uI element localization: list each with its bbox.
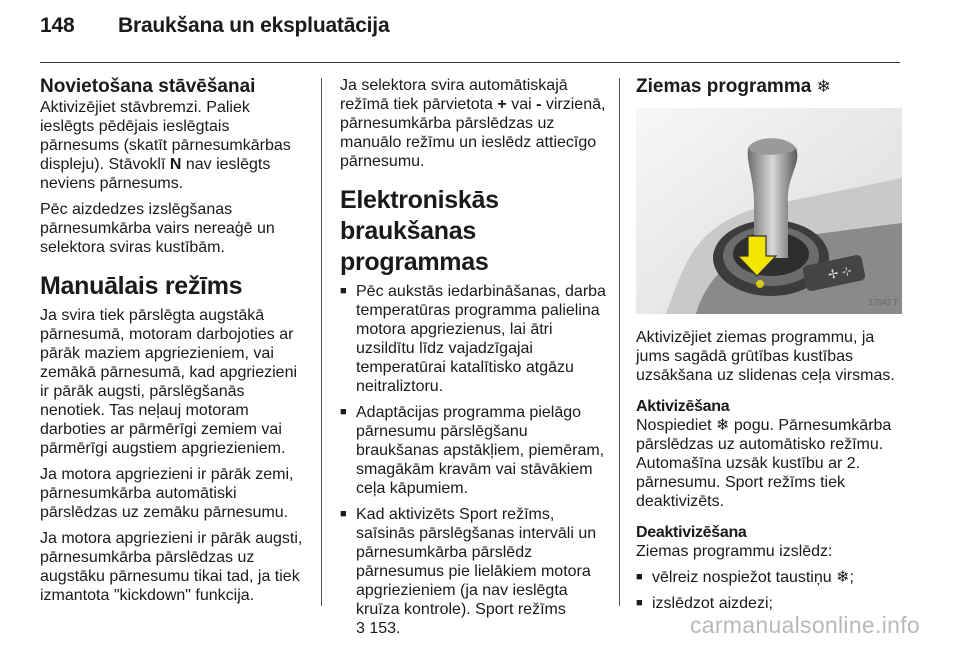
- activation-text-b: pogu. Pārnesumkārba pārslēdzas uz automātisko režīmu. Automašīna uzsāk kustību ar 2. pārnesumu. Sport režīms tiek deaktivizēts.: [636, 417, 892, 510]
- watermark: carmanualsonline.info: [689, 612, 920, 638]
- activation-heading: Aktivizēšana: [636, 398, 730, 415]
- deactivation-list: [636, 568, 906, 613]
- chapter-title: Braukšana un ekspluatācija: [118, 14, 390, 37]
- manual-paragraph-2: Ja motora apgriezieni ir pārāk zemi, pārnesumkārba automātiski pārslēdzas uz zemāku pārnesumu.: [40, 466, 294, 521]
- electronic-programs-list: [340, 282, 610, 638]
- manual-paragraph-3: Ja motora apgriezieni ir pārāk augsti, pārnesumkārba pārslēdzas uz augstāku pārnesumu tikai tad, ja tiek izmantota "kickdown" funkcija.: [40, 530, 303, 604]
- deact-text-a: vēlreiz nospiežot taustiņu: [652, 569, 837, 586]
- list-item: [340, 505, 610, 638]
- deactivation-paragraph: Ziemas programmu izslēdz:: [636, 543, 833, 560]
- list-item: ■ Adaptācijas programma pielāgo pārnesumu pārslēgšanu braukšanas apstākļiem, piemēram, smagākām kravām vai stāvākiem ceļa kāpumiem.: [340, 403, 610, 498]
- header-rule: [40, 62, 900, 63]
- column-divider-1: [321, 78, 322, 606]
- activation-text-a: Nospiediet: [636, 417, 717, 434]
- winter-program-heading: [636, 76, 906, 98]
- figure-code: 17942 T: [868, 298, 898, 307]
- deactivation-heading: Deaktivizēšana: [636, 524, 747, 541]
- column-right: [636, 76, 906, 620]
- intro-text-a: Ja selektora svira automātiskajā režīmā tiek pārvietota: [340, 77, 568, 113]
- manual-mode-heading: Manuālais režīms: [40, 272, 243, 300]
- parking-paragraph-2: Pēc aizdedzes izslēgšanas pārnesumkārba vairs nereaģē un selektora sviras kustībām.: [40, 201, 275, 256]
- gear-selector-illustration: [636, 108, 902, 314]
- sport-mode-text: Kad aktivizēts Sport režīms, saīsinās pārslēgšanas intervāli un pārnesumkārba pārslēdz pārnesumus pie lielākiem motora apgriezieniem (ja nav ieslēgta kruīza kontrole). Sport režīms: [356, 506, 597, 618]
- parking-text-b: nav ieslēgts neviens pārnesums.: [40, 156, 271, 192]
- column-left: [40, 76, 305, 612]
- manual-paragraph-1: Ja svira tiek pārslēgta augstākā pārnesumā, motoram darbojoties ar pārāk maziem apgriezieniem, vai zemākā pārnesumā, kad apgriezieni ir pārāk augsti, pārslēgšanās nenotiek. Tas neļauj motoram darboties ar pārmērīgi zemiem vai pārmērīgi augstiem apgriezieniem.: [40, 307, 298, 457]
- snowflake-icon: ❄: [816, 77, 831, 96]
- column-middle: [340, 76, 610, 645]
- reference-arrow-icon: 3: [356, 620, 365, 637]
- minus-symbol: -: [536, 96, 542, 113]
- plus-symbol: +: [497, 96, 507, 113]
- list-item: ■ izslēdzot aizdezi;: [636, 594, 906, 613]
- snowflake-icon: ❄: [836, 569, 850, 586]
- intro-text-b: vai: [506, 96, 537, 113]
- neutral-symbol: N: [169, 156, 182, 173]
- electronic-programs-heading: Elektroniskās braukšanas programmas: [340, 186, 499, 276]
- parking-paragraph-1: [40, 98, 305, 193]
- gear-selector-photo: [636, 108, 902, 314]
- page-number: 148: [40, 14, 75, 37]
- list-item: [636, 568, 906, 587]
- page-reference: 153.: [364, 620, 401, 637]
- activation-paragraph: [636, 416, 906, 511]
- intro-text-c: virzienā, pārnesumkārba pārslēdzas uz manuālo režīmu un ieslēdz attiecīgo pārnesumu.: [340, 96, 606, 170]
- svg-text:✢ ⊹: ✢ ⊹: [826, 263, 854, 283]
- page-header: [40, 14, 920, 38]
- parking-text-a: Aktivizējiet stāvbremzi. Paliek ieslēgts pēdējais ieslēgtais pārnesums (skatīt pārnesumkārbas displeju). Stāvoklī: [40, 99, 291, 173]
- column-divider-2: [619, 78, 620, 606]
- manual-switch-paragraph: [340, 76, 610, 171]
- list-item: ■ Pēc aukstās iedarbināšanas, darba temperatūras programma palielina motora apgriezienus, lai ātri uzsildītu līdz vajadzīgajai temperatūrai katalītisko atgāzu neitraliztoru.: [340, 282, 610, 396]
- winter-heading-text: Ziemas programma: [636, 76, 817, 97]
- winter-paragraph: Aktivizējiet ziemas programmu, ja jums sagādā grūtības kustības uzsākšana uz slidenas ceļa virsmas.: [636, 329, 895, 384]
- parking-heading: Novietošana stāvēšanai: [40, 76, 256, 97]
- deact-text-b: ;: [849, 569, 854, 586]
- snowflake-icon: ❄: [716, 417, 730, 434]
